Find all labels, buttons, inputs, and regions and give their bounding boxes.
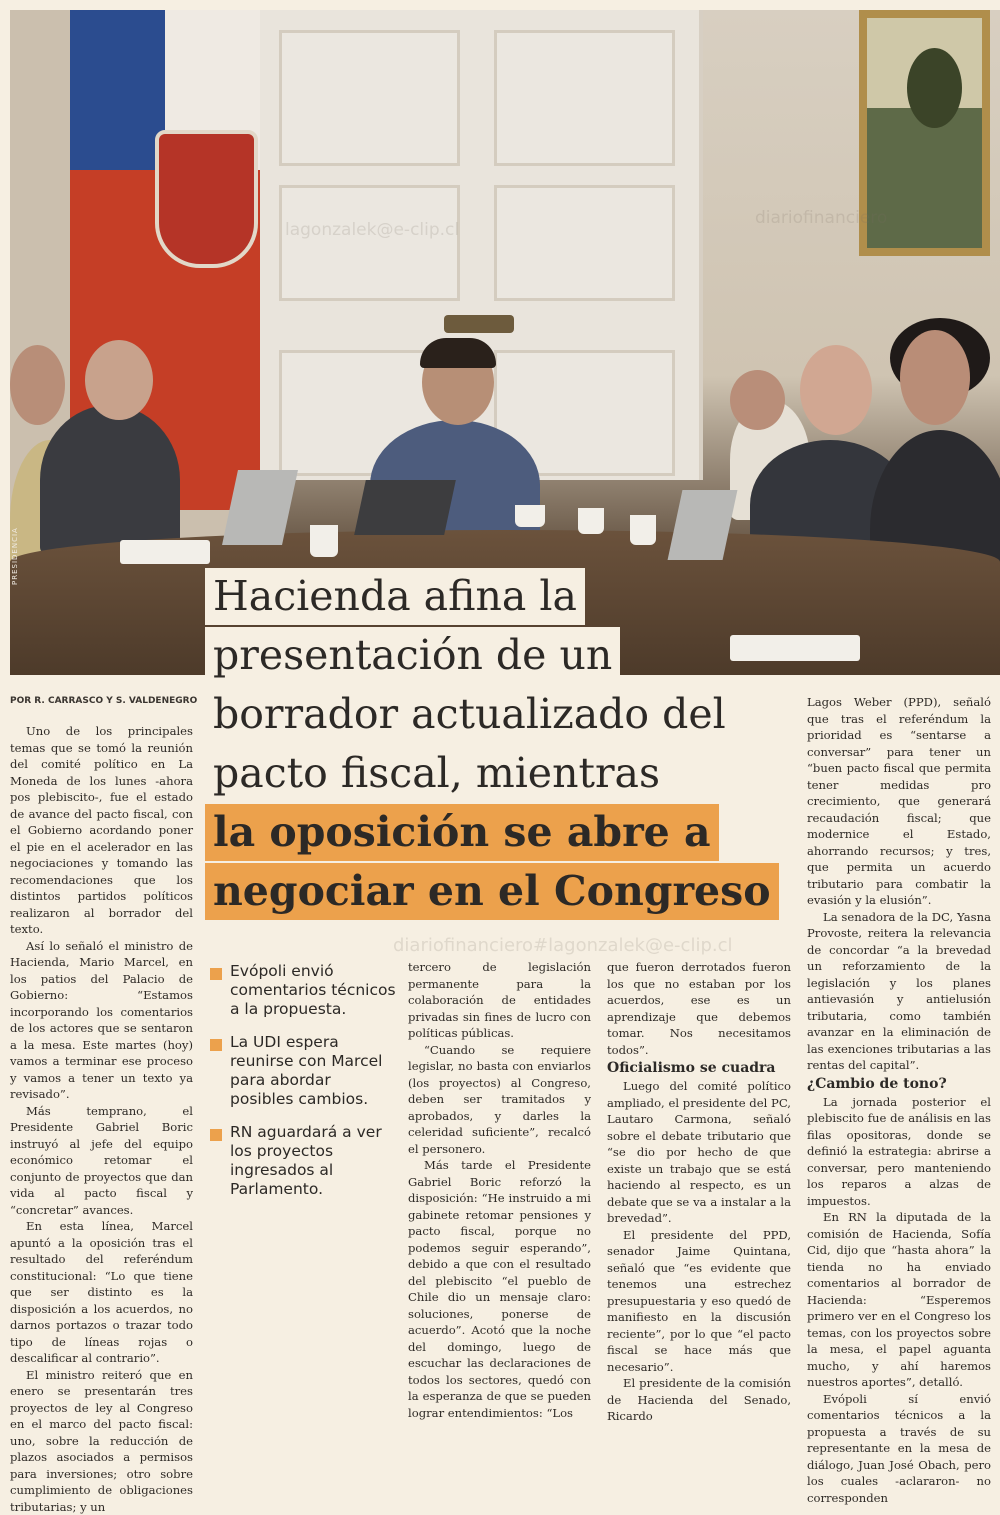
person-figure — [40, 405, 180, 555]
headline-line: Hacienda afina la — [205, 568, 585, 625]
person-head — [10, 345, 65, 425]
paragraph: La senadora de la DC, Yasna Provoste, reitera la relevancia de concordar “a la brevedad un reforzamiento de la legislación y los planes antievasión y antielusión tributaria, como también avanzar en la eliminación de las exenciones tributarias a las rentas del capital”. — [807, 909, 991, 1074]
glass — [578, 508, 604, 534]
headline — [205, 568, 805, 922]
tablet — [354, 480, 456, 535]
article-column-5 — [807, 694, 991, 1506]
paragraph: tercero de legislación permanente para la colaboración de entidades privadas sin fines de lucro con políticas públicas. — [408, 959, 591, 1042]
article-column-3 — [408, 959, 591, 1421]
photo-watermark: lagonzalek@e-clip.cl — [285, 220, 459, 240]
headline-highlight-line: negociar en el Congreso — [205, 863, 779, 920]
bullet-square-icon — [210, 968, 222, 980]
glass — [630, 515, 656, 545]
paragraph: En esta línea, Marcel apuntó a la oposición tras el resultado del referéndum constitucional: “Lo que tiene que ser distinto es la disposición a los acuerdos, no darnos portazos o trazar todo tipo de líneas rojas o descalificar al contrario”. — [10, 1218, 193, 1367]
paper-stack — [120, 540, 210, 564]
paragraph: En RN la diputada de la comisión de Hacienda, Sofía Cid, dijo que “hasta ahora” la tienda no ha enviado comentarios al borrador de Hacienda: “Esperemos primero ver en el Congreso los temas, con los proyectos sobre la mesa, el papel aguanta mucho, y ahí haremos nuestros aportes”, detalló. — [807, 1209, 991, 1391]
headline-line: presentación de un — [205, 627, 620, 684]
paragraph: que fueron derrotados fueron los que no estaban por los acuerdos, ese es un aprendizaje que debemos tomar. Nos necesitamos todos”. — [607, 959, 791, 1058]
paragraph: El ministro reiteró que en enero se presentarán tres proyectos de ley al Congreso en el marco del pacto fiscal: uno, sobre la reducción de plazos asociados a permisos para inversiones; otro sobre cumplimiento de obligaciones tributarias; y un — [10, 1367, 193, 1515]
bullet-square-icon — [210, 1039, 222, 1051]
headline-highlight-line: la oposición se abre a — [205, 804, 719, 861]
person-head — [900, 330, 970, 425]
headline-line: pacto fiscal, mientras — [205, 745, 668, 802]
paragraph: Lagos Weber (PPD), señaló que tras el referéndum la prioridad es “sentarse a conversar” para tener un “buen pacto fiscal que permita tener medidas pro crecimiento, que generará recaudación fiscal; que modernice el Estado, ahorrando recursos; y tres, que permita un acuerdo tributario para combatir la evasión y la elusión”. — [807, 694, 991, 909]
section-subhead: ¿Cambio de tono? — [807, 1074, 991, 1094]
paragraph: El presidente del PPD, senador Jaime Quintana, señaló que “es evidente que tenemos una estrechez presupuestaria y eso quedó de manifiesto en la discusión reciente”, por lo que “el pacto fiscal se hace más que necesario”. — [607, 1227, 791, 1376]
page-watermark: diariofinanciero#lagonzalek@e-clip.cl — [393, 935, 733, 956]
headline-line: borrador actualizado del — [205, 686, 734, 743]
person-head — [85, 340, 153, 420]
highlight-item — [208, 962, 396, 1019]
article-column-1 — [10, 723, 193, 1515]
highlight-text: RN aguardará a ver los proyectos ingresados al Parlamento. — [230, 1123, 396, 1199]
person-head — [730, 370, 785, 430]
cup — [515, 505, 545, 527]
paragraph: Uno de los principales temas que se tomó la reunión del comité político en La Moneda de los lunes -ahora pos plebiscito-, fue el estado de avance del pacto fiscal, con el Gobierno acordando poner el pie en el acelerador en las negociaciones y tomando las recomendaciones que los distintos partidos políticos realizaron al borrador del texto. — [10, 723, 193, 938]
highlights-list — [208, 962, 396, 1213]
bullet-square-icon — [210, 1129, 222, 1141]
highlight-item — [208, 1033, 396, 1109]
paragraph: Evópoli sí envió comentarios técnicos a la propuesta a través de su representante en la mesa de diálogo, Juan José Obach, pero los cuales -aclararon- no corresponden — [807, 1391, 991, 1507]
highlight-text: Evópoli envió comentarios técnicos a la propuesta. — [230, 962, 396, 1019]
photo-credit: PRESIDENCIA — [11, 527, 19, 585]
paragraph: Más tarde el Presidente Gabriel Boric reforzó la disposición: “He instruido a mi gabinete retomar pensiones y pacto fiscal, porque no podemos seguir esperando”, debido a que con el resultado del plebiscito “el pueblo de Chile dio un mensaje claro: soluciones, ponerse de acuerdo”. Acotó que la noche del domingo, luego de escuchar las declaraciones de todos los sectores, quedó con la esperanza de que se pueden lograr entendimientos: “Los — [408, 1157, 591, 1421]
paragraph: Así lo señaló el ministro de Hacienda, Mario Marcel, en los patios del Palacio de Gobierno: “Estamos incorporando los comentarios de los actores que se sentaron a la mesa. Este martes (hoy) vamos a terminar ese proceso y vamos a tener un texto ya revisado”. — [10, 938, 193, 1103]
glass — [310, 525, 338, 557]
paragraph: “Cuando se requiere legislar, no basta con enviarlos (los proyectos) al Congreso, deben ser tramitados y aprobados, y darles la celeridad suficiente”, recalcó el personero. — [408, 1042, 591, 1158]
person-head — [800, 345, 872, 435]
highlight-item — [208, 1123, 396, 1199]
section-subhead: Oficialismo se cuadra — [607, 1058, 791, 1078]
paragraph: Luego del comité político ampliado, el presidente del PC, Lautaro Carmona, señaló sobre el debate tributario que “se dio por hecho de que existe un trabajo que se está haciendo al respecto, es un debate que se va a instalar a la brevedad”. — [607, 1078, 791, 1227]
photo-watermark-right: diariofinanciero — [755, 208, 887, 228]
article-column-4 — [607, 959, 791, 1425]
paragraph: La jornada posterior el plebiscito fue de análisis en las filas opositoras, donde se definió la estrategia: abrirse a conversar, pero manteniendo los reparos a alzas de impuestos. — [807, 1094, 991, 1210]
byline: POR R. CARRASCO Y S. VALDENEGRO — [10, 696, 197, 706]
paragraph: Más temprano, el Presidente Gabriel Boric instruyó al jefe del equipo económico retomar el conjunto de proyectos que dan vida al pacto fiscal y “concretar” avances. — [10, 1103, 193, 1219]
paragraph: El presidente de la comisión de Hacienda del Senado, Ricardo — [607, 1375, 791, 1425]
highlight-text: La UDI espera reunirse con Marcel para abordar posibles cambios. — [230, 1033, 396, 1109]
